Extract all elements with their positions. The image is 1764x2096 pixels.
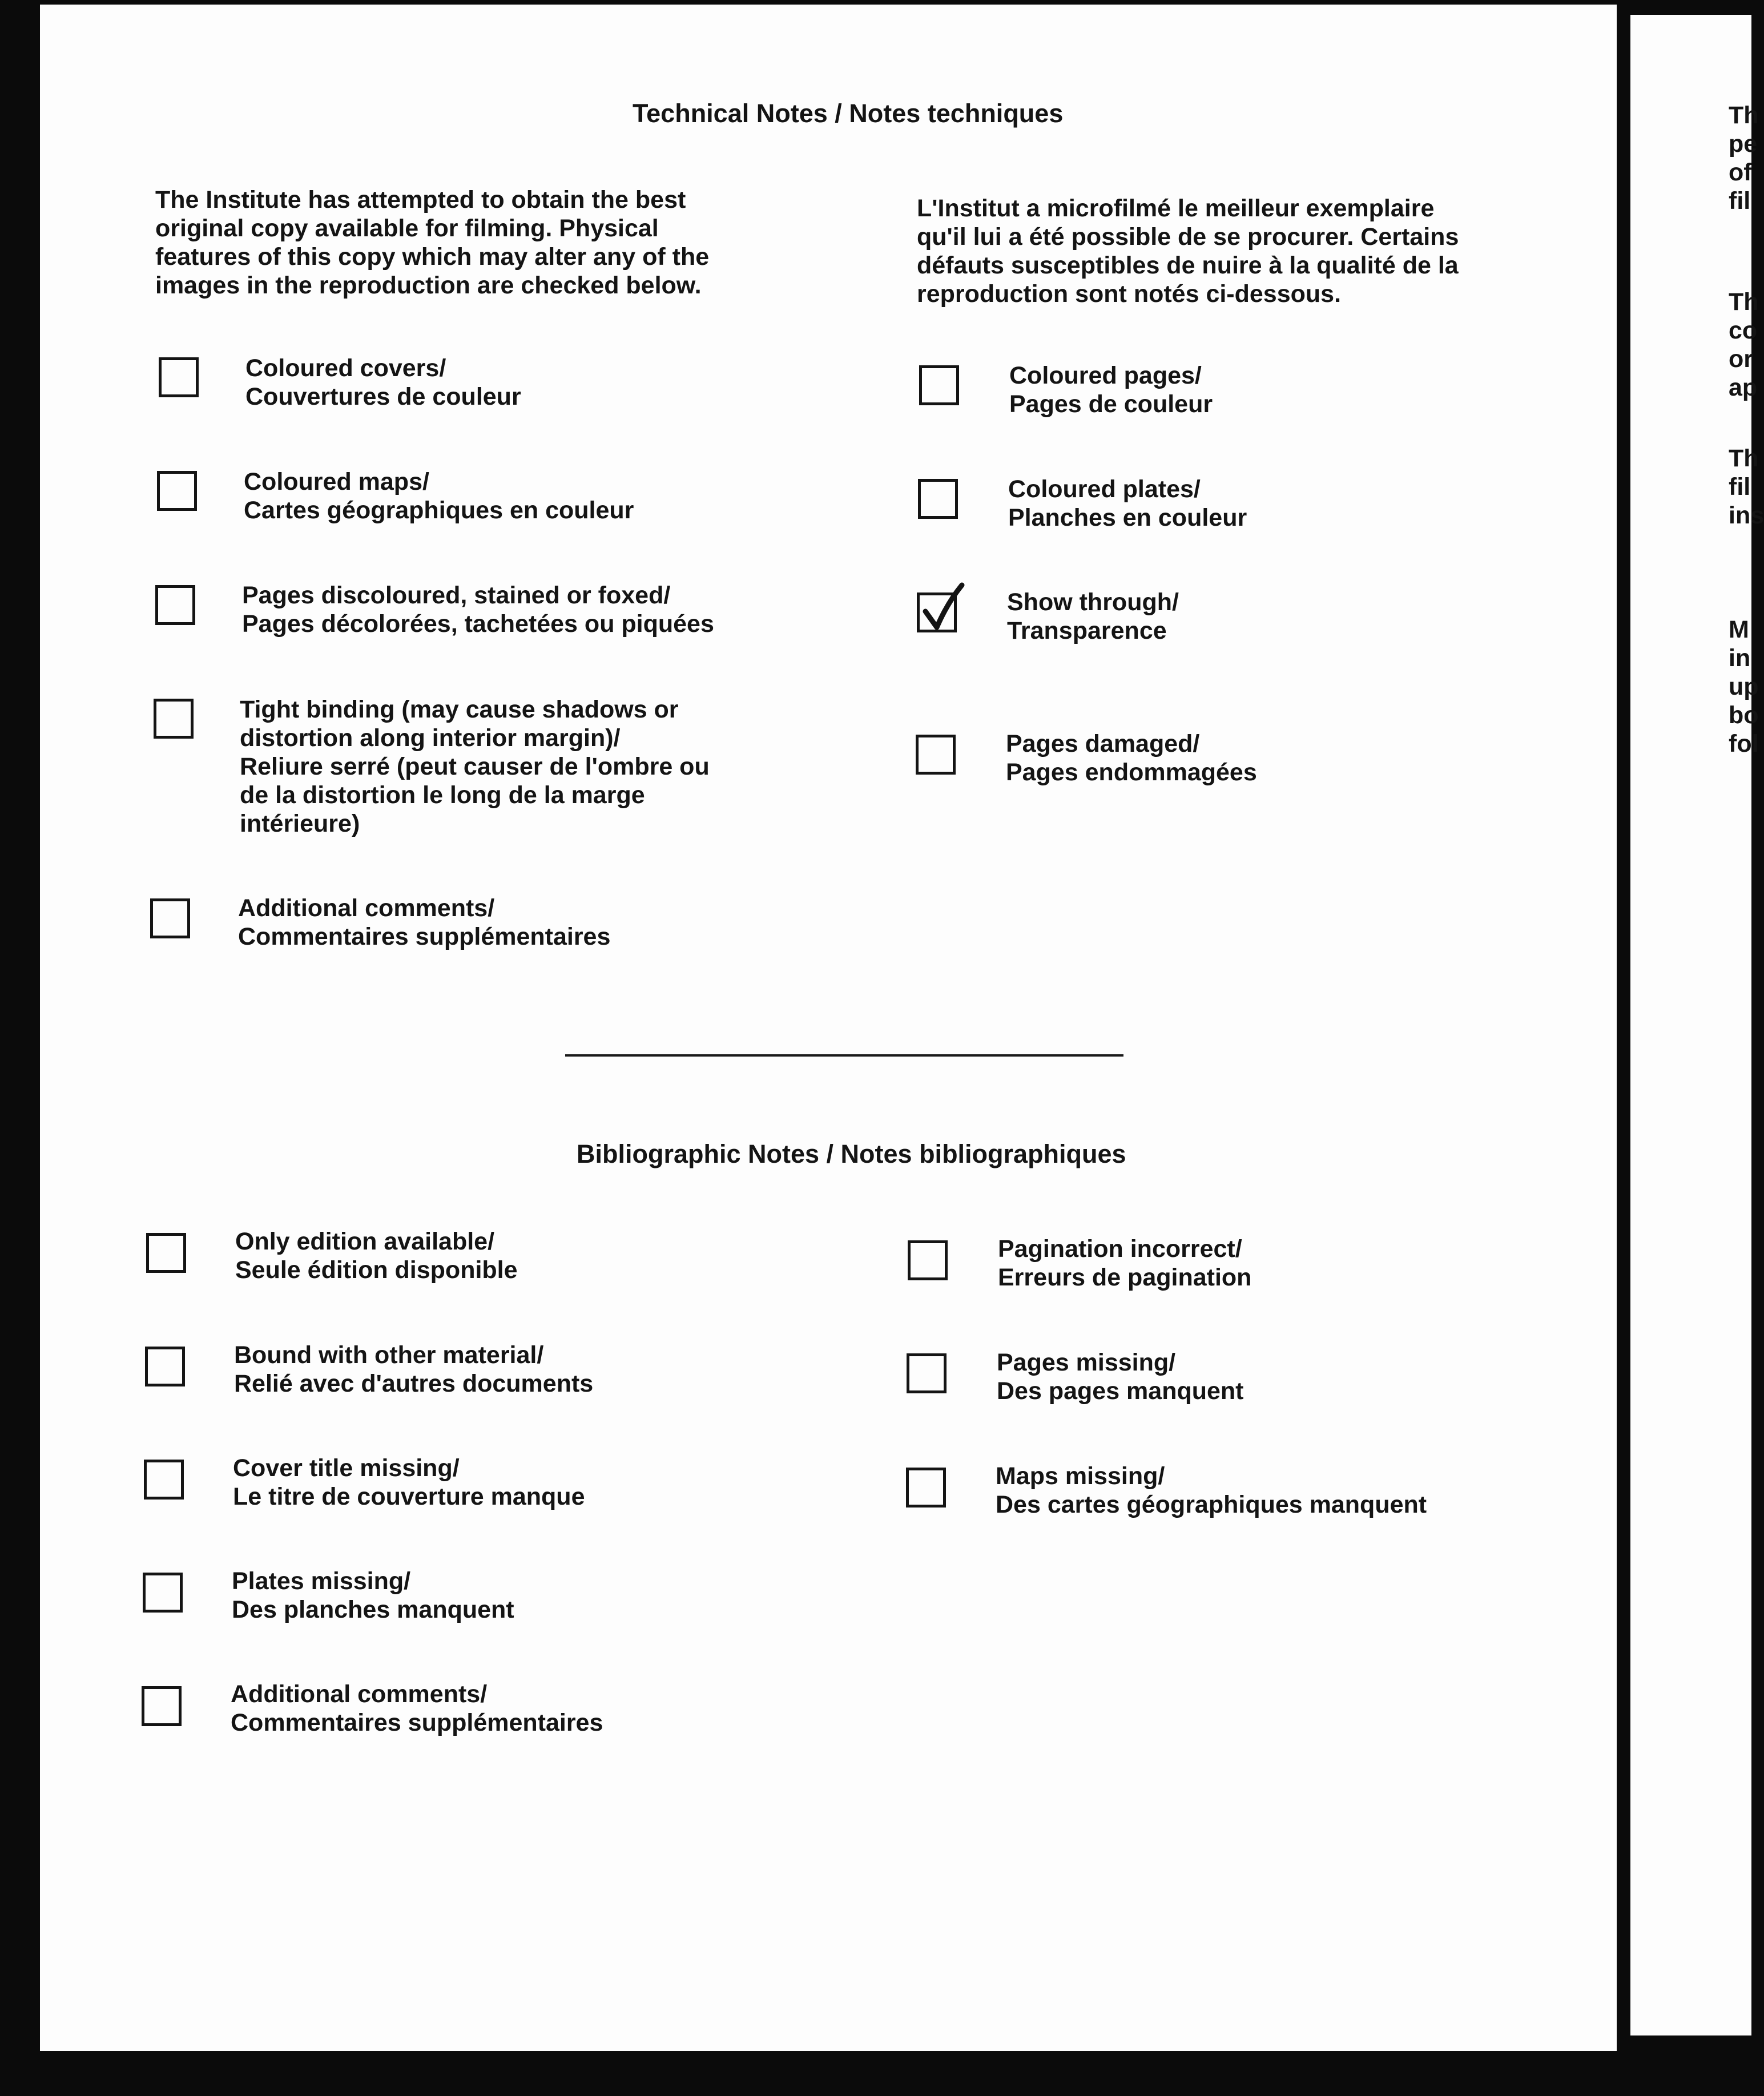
intro-en-line: images in the reproduction are checked below. — [155, 272, 702, 299]
adjacent-fragment: Th — [1729, 288, 1759, 316]
label-line: Coloured plates/ — [1008, 475, 1201, 503]
checkbox-pages-damaged[interactable] — [916, 735, 956, 775]
label-plates-missing — [232, 1567, 514, 1624]
label-coloured-pages — [1009, 361, 1213, 418]
label-line: Commentaires supplémentaires — [231, 1709, 603, 1736]
label-line: Pages discoloured, stained or foxed/ — [242, 582, 671, 609]
label-line: Coloured covers/ — [245, 354, 446, 382]
label-pagination-incorrect — [998, 1235, 1251, 1292]
intro-fr-line: qu'il lui a été possible de se procurer. Certains — [917, 223, 1459, 251]
intro-french — [917, 194, 1459, 308]
checkbox-plates-missing[interactable] — [143, 1573, 183, 1613]
checkbox-additional-comments-technical[interactable] — [150, 898, 190, 938]
label-line: Cartes géographiques en couleur — [244, 497, 634, 524]
label-line: Reliure serré (peut causer de l'ombre ou — [240, 753, 710, 780]
label-maps-missing — [996, 1462, 1427, 1519]
label-line: distortion along interior margin)/ — [240, 724, 621, 752]
adjacent-fragment: M — [1729, 616, 1749, 643]
label-coloured-covers — [245, 354, 521, 411]
adjacent-fragment: or — [1729, 345, 1753, 373]
adjacent-fragment: in — [1729, 644, 1751, 672]
label-line: Tight binding (may cause shadows or — [240, 696, 679, 723]
label-line: Transparence — [1007, 617, 1167, 644]
label-line: Plates missing/ — [232, 1567, 411, 1595]
label-line: Couvertures de couleur — [245, 383, 521, 410]
label-only-edition — [235, 1227, 518, 1284]
intro-en-line: The Institute has attempted to obtain the best — [155, 186, 686, 213]
label-line: Additional comments/ — [238, 894, 495, 922]
label-bound-with — [234, 1341, 593, 1398]
label-line: Cover title missing/ — [233, 1454, 460, 1482]
label-pages-missing — [997, 1348, 1244, 1405]
adjacent-fragment: up — [1729, 673, 1759, 700]
intro-fr-line: L'Institut a microfilmé le meilleur exemplaire — [917, 195, 1435, 222]
label-line: Pages damaged/ — [1006, 730, 1200, 757]
label-line: Only edition available/ — [235, 1228, 495, 1255]
label-cover-title-missing — [233, 1454, 585, 1511]
adjacent-fragment: Th — [1729, 102, 1759, 129]
checkmark-icon — [921, 583, 966, 634]
label-line: Show through/ — [1007, 589, 1179, 616]
label-show-through — [1007, 588, 1179, 645]
intro-en-line: features of this copy which may alter any of the — [155, 243, 710, 271]
checkbox-pages-discoloured[interactable] — [155, 585, 195, 625]
label-line: Relié avec d'autres documents — [234, 1370, 594, 1397]
label-line: Pagination incorrect/ — [998, 1235, 1242, 1263]
checkbox-maps-missing[interactable] — [906, 1468, 946, 1507]
label-pages-damaged — [1006, 729, 1257, 787]
label-line: Coloured pages/ — [1009, 362, 1202, 389]
adjacent-page-edge — [1630, 15, 1764, 2035]
label-additional-comments-bibliographic — [231, 1680, 603, 1737]
bibliographic-notes-title: Bibliographic Notes / Notes bibliographiques — [577, 1139, 1126, 1168]
label-additional-comments-technical — [238, 894, 610, 951]
checkbox-coloured-pages[interactable] — [919, 365, 959, 405]
label-line: Erreurs de pagination — [998, 1264, 1252, 1291]
checkbox-coloured-maps[interactable] — [157, 471, 197, 511]
adjacent-fragment: of — [1729, 159, 1752, 186]
intro-fr-line: défauts susceptibles de nuire à la qualité de la — [917, 252, 1459, 279]
checkbox-coloured-covers[interactable] — [159, 357, 199, 397]
label-line: Le titre de couverture manque — [233, 1483, 585, 1510]
label-line: Commentaires supplémentaires — [238, 923, 611, 950]
checkbox-additional-comments-bibliographic[interactable] — [142, 1686, 182, 1726]
label-line: Seule édition disponible — [235, 1256, 518, 1284]
label-line: Pages endommagées — [1006, 759, 1257, 786]
intro-en-line: original copy available for filming. Physical — [155, 215, 659, 242]
label-line: Coloured maps/ — [244, 468, 429, 495]
adjacent-fragment: Th — [1729, 445, 1759, 472]
label-tight-binding — [240, 695, 710, 838]
intro-english — [155, 186, 709, 300]
label-line: Des planches manquent — [232, 1596, 514, 1623]
section-divider — [565, 1054, 1123, 1057]
label-coloured-maps — [244, 467, 634, 525]
adjacent-fragment: bo — [1729, 702, 1759, 729]
checkbox-bound-with[interactable] — [145, 1347, 185, 1386]
label-line: intérieure) — [240, 810, 360, 837]
label-line: Pages de couleur — [1009, 390, 1213, 418]
label-line: Pages décolorées, tachetées ou piquées — [242, 610, 714, 638]
adjacent-fragment: fil — [1729, 187, 1751, 215]
checkbox-show-through[interactable] — [917, 592, 957, 632]
checkbox-coloured-plates[interactable] — [918, 479, 958, 519]
intro-fr-line: reproduction sont notés ci-dessous. — [917, 280, 1342, 308]
checkbox-tight-binding[interactable] — [154, 699, 194, 739]
checkbox-only-edition[interactable] — [146, 1233, 186, 1273]
label-line: Des cartes géographiques manquent — [996, 1491, 1427, 1518]
label-line: de la distortion le long de la marge — [240, 781, 645, 809]
label-coloured-plates — [1008, 475, 1247, 532]
adjacent-fragment: pe — [1729, 130, 1758, 158]
checkbox-cover-title-missing[interactable] — [144, 1460, 184, 1500]
adjacent-fragment: ins — [1729, 502, 1764, 529]
adjacent-fragment: ap — [1729, 374, 1758, 401]
label-line: Pages missing/ — [997, 1349, 1176, 1376]
technical-notes-title: Technical Notes / Notes techniques — [633, 99, 1064, 128]
adjacent-fragment: co — [1729, 317, 1758, 344]
checkbox-pagination-incorrect[interactable] — [908, 1240, 948, 1280]
checkbox-pages-missing[interactable] — [907, 1353, 947, 1393]
label-line: Planches en couleur — [1008, 504, 1247, 531]
label-pages-discoloured — [242, 581, 714, 638]
label-line: Maps missing/ — [996, 1462, 1165, 1490]
adjacent-fragment: fol — [1729, 730, 1759, 757]
technical-notes-page — [40, 5, 1617, 2051]
label-line: Des pages manquent — [997, 1377, 1244, 1405]
label-line: Bound with other material/ — [234, 1341, 544, 1369]
adjacent-fragment: fil — [1729, 473, 1751, 501]
label-line: Additional comments/ — [231, 1680, 488, 1708]
